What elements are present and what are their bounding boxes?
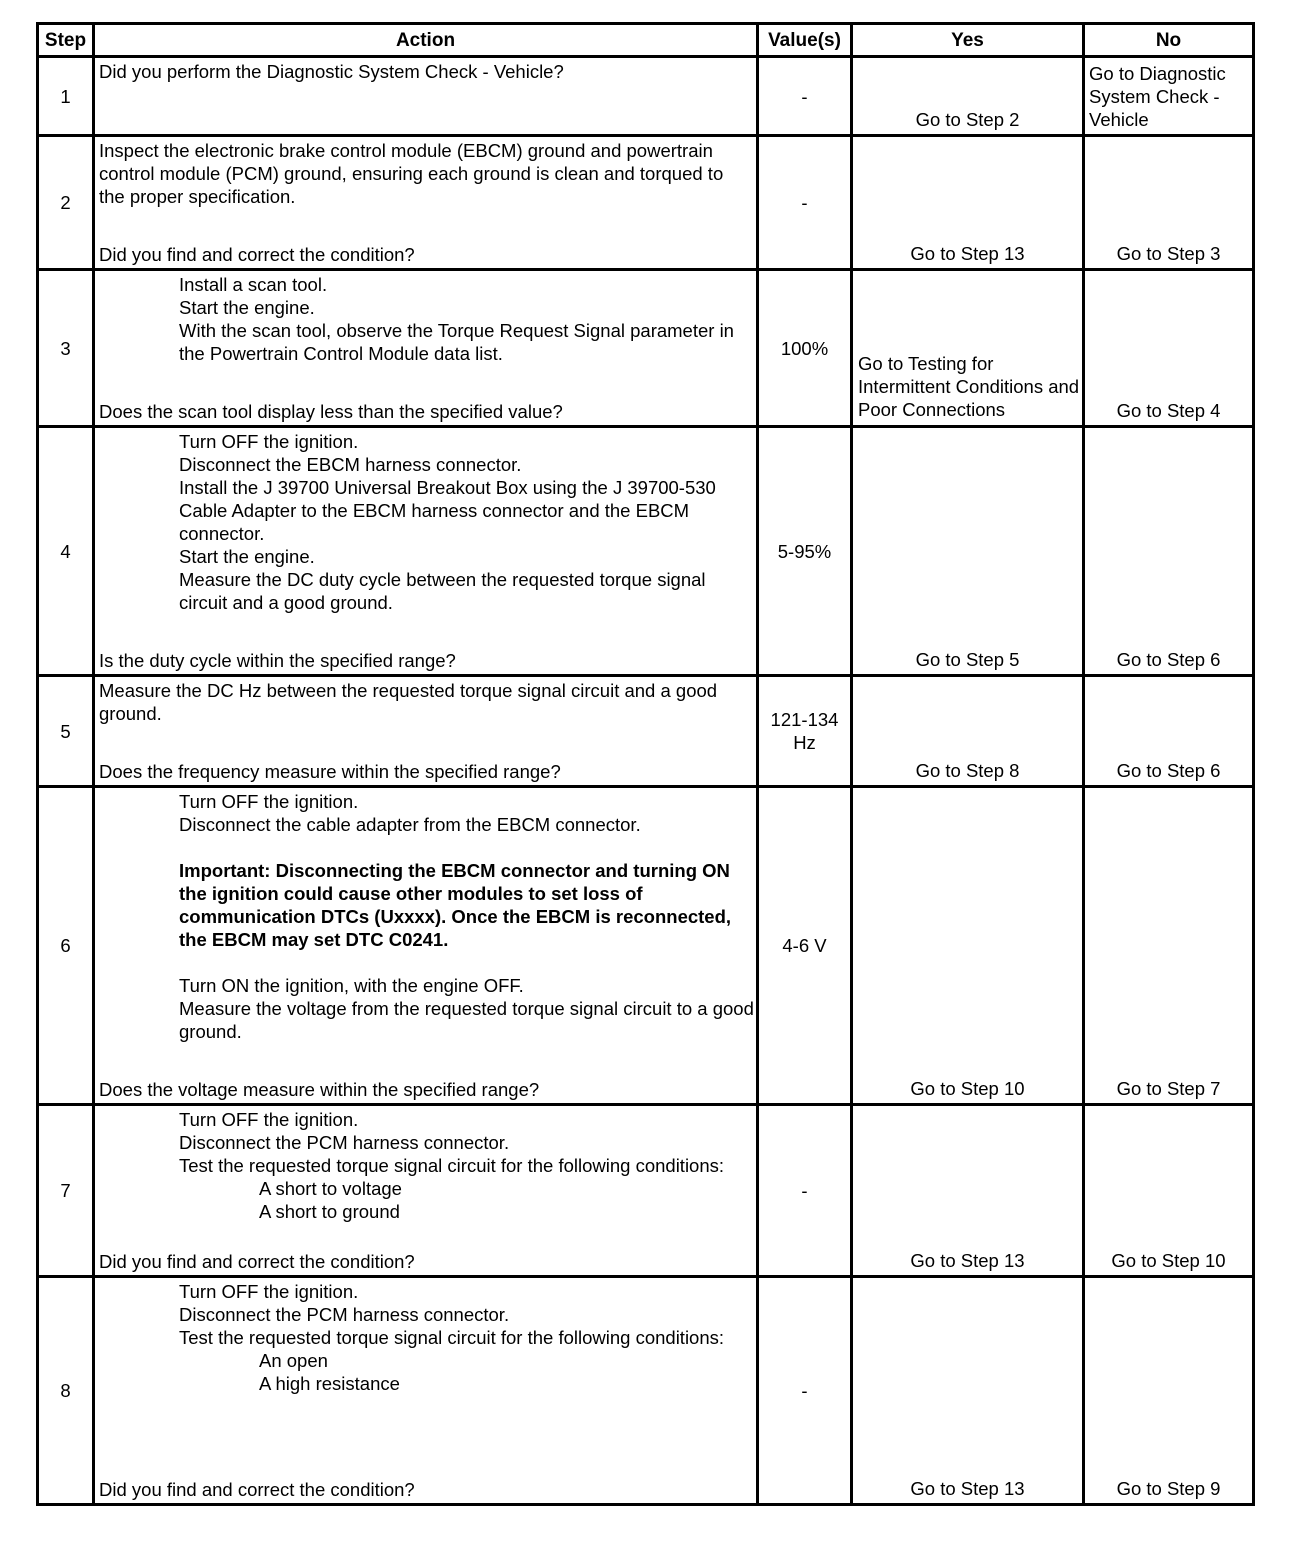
action-line: Measure the DC duty cycle between the requested torque signal circuit and a good ground. xyxy=(179,569,706,613)
action-cell xyxy=(94,136,758,270)
action-line: With the scan tool, observe the Torque Request Signal parameter in the Powertrain Control Module data list. xyxy=(179,320,734,364)
action-line: Turn OFF the ignition. xyxy=(179,791,359,812)
action-line: Install the J 39700 Universal Breakout Box using the J 39700-530 Cable Adapter to the EBCM harness connector and the EBCM connector. xyxy=(179,477,716,544)
action-line: Disconnect the EBCM harness connector. xyxy=(179,454,522,475)
important-note: Important: Disconnecting the EBCM connector and turning ON the ignition could cause other modules to set loss of communication DTCs (Uxxxx). Once the EBCM is reconnected, the EBCM may set DTC C0241. xyxy=(179,860,732,950)
yes-cell: Go to Step 5 xyxy=(852,427,1084,676)
header-row xyxy=(38,24,1254,57)
yes-cell: Go to Step 13 xyxy=(852,1277,1084,1505)
action-line: Disconnect the PCM harness connector. xyxy=(179,1304,510,1325)
table-row xyxy=(38,1277,1254,1505)
action-cell xyxy=(94,787,758,1105)
table-row xyxy=(38,57,1254,136)
action-question: Does the voltage measure within the specified range? xyxy=(99,1079,540,1100)
action-question: Does the frequency measure within the specified range? xyxy=(99,761,561,782)
action-cell xyxy=(94,1105,758,1277)
action-line: Install a scan tool. xyxy=(179,274,328,295)
action-cell xyxy=(94,57,758,136)
table-row xyxy=(38,1105,1254,1277)
sub-line: A high resistance xyxy=(259,1373,400,1394)
value-cell: - xyxy=(758,1105,852,1277)
action-line: Disconnect the cable adapter from the EBCM connector. xyxy=(179,814,641,835)
no-cell: Go to Step 9 xyxy=(1084,1277,1254,1505)
action-question: Did you find and correct the condition? xyxy=(99,244,415,265)
no-cell: Go to Step 6 xyxy=(1084,427,1254,676)
yes-cell: Go to Step 10 xyxy=(852,787,1084,1105)
step-number: 6 xyxy=(38,787,94,1105)
action-question: Does the scan tool display less than the specified value? xyxy=(99,401,563,422)
table-row xyxy=(38,787,1254,1105)
step-number: 8 xyxy=(38,1277,94,1505)
action-line: Start the engine. xyxy=(179,546,315,567)
yes-cell: Go to Step 8 xyxy=(852,676,1084,787)
no-cell: Go to Step 6 xyxy=(1084,676,1254,787)
action-line: Turn ON the ignition, with the engine OFF. xyxy=(179,975,524,996)
no-cell: Go to Step 4 xyxy=(1084,270,1254,427)
diagnostic-table xyxy=(36,22,1255,1506)
action-cell xyxy=(94,427,758,676)
value-cell: - xyxy=(758,57,852,136)
table-row xyxy=(38,136,1254,270)
table-row xyxy=(38,676,1254,787)
table-row xyxy=(38,427,1254,676)
action-cell xyxy=(94,270,758,427)
action-cell xyxy=(94,1277,758,1505)
action-line: Turn OFF the ignition. xyxy=(179,431,359,452)
value-cell: - xyxy=(758,136,852,270)
action-question: Is the duty cycle within the specified range? xyxy=(99,650,456,671)
action-cell xyxy=(94,676,758,787)
step-number: 7 xyxy=(38,1105,94,1277)
sub-line: A short to ground xyxy=(259,1201,400,1222)
yes-cell: Go to Step 13 xyxy=(852,1105,1084,1277)
header-step: Step xyxy=(38,24,94,57)
step-number: 4 xyxy=(38,427,94,676)
step-number: 5 xyxy=(38,676,94,787)
yes-cell: Go to Step 13 xyxy=(852,136,1084,270)
no-cell: Go to Diagnostic System Check - Vehicle xyxy=(1084,57,1254,136)
action-line: Inspect the electronic brake control module (EBCM) ground and powertrain control module (PCM) ground, ensuring each ground is clean and torqued to the proper specification. xyxy=(99,140,724,207)
no-cell: Go to Step 7 xyxy=(1084,787,1254,1105)
sub-line: A short to voltage xyxy=(259,1178,402,1199)
no-cell: Go to Step 3 xyxy=(1084,136,1254,270)
step-number: 2 xyxy=(38,136,94,270)
value-cell: 4-6 V xyxy=(758,787,852,1105)
value-cell: - xyxy=(758,1277,852,1505)
header-action: Action xyxy=(94,24,758,57)
value-cell: 5-95% xyxy=(758,427,852,676)
table-row xyxy=(38,270,1254,427)
yes-cell: Go to Testing for Intermittent Conditions and Poor Connections xyxy=(852,270,1084,427)
step-number: 1 xyxy=(38,57,94,136)
action-line: Measure the voltage from the requested torque signal circuit to a good ground. xyxy=(179,998,754,1042)
value-cell: 100% xyxy=(758,270,852,427)
yes-cell: Go to Step 2 xyxy=(852,57,1084,136)
action-question: Did you find and correct the condition? xyxy=(99,1251,415,1272)
action-question: Did you perform the Diagnostic System Check - Vehicle? xyxy=(99,61,564,82)
action-line: Turn OFF the ignition. xyxy=(179,1109,359,1130)
no-cell: Go to Step 10 xyxy=(1084,1105,1254,1277)
action-line: Test the requested torque signal circuit for the following conditions: xyxy=(179,1155,725,1176)
action-question: Did you find and correct the condition? xyxy=(99,1479,415,1500)
action-line: Disconnect the PCM harness connector. xyxy=(179,1132,510,1153)
value-cell: 121-134 Hz xyxy=(758,676,852,787)
action-line: Measure the DC Hz between the requested torque signal circuit and a good ground. xyxy=(99,680,718,724)
action-line: Start the engine. xyxy=(179,297,315,318)
header-no: No xyxy=(1084,24,1254,57)
header-values: Value(s) xyxy=(758,24,852,57)
action-line: Turn OFF the ignition. xyxy=(179,1281,359,1302)
header-yes: Yes xyxy=(852,24,1084,57)
step-number: 3 xyxy=(38,270,94,427)
action-line: Test the requested torque signal circuit for the following conditions: xyxy=(179,1327,725,1348)
sub-line: An open xyxy=(259,1350,328,1371)
